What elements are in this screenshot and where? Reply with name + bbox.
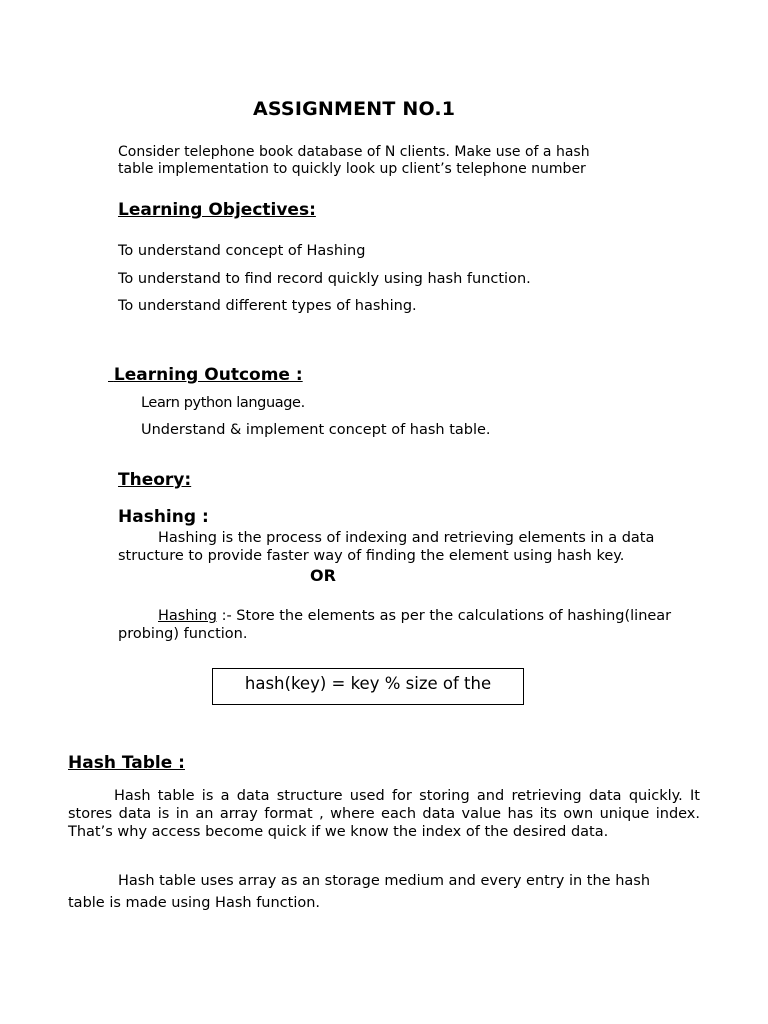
outcome-item: Understand & implement concept of hash table. <box>141 422 491 438</box>
theory-heading: Theory: <box>118 470 192 490</box>
problem-statement: Consider telephone book database of N clients. Make use of a hash table implementation to quickly look up client’s telephone number <box>118 144 590 177</box>
hash-table-paragraph-2-line-1: Hash table uses array as an storage medium and every entry in the hash <box>118 873 651 889</box>
hash-table-heading: Hash Table : <box>68 753 185 773</box>
or-separator: OR <box>310 566 336 585</box>
hashing-alternate-definition <box>118 607 693 643</box>
hash-formula-box <box>212 668 524 705</box>
hashing-heading: Hashing : <box>118 507 209 527</box>
hashing-term: Hashing <box>158 608 217 624</box>
hash-formula: hash(key) = key % size of the <box>244 674 492 693</box>
objective-item: To understand to find record quickly using hash function. <box>118 270 531 287</box>
hashing-alternate-text: :- Store the elements as per the calculations of hashing(linear probing) function. <box>118 608 672 642</box>
objective-item: To understand different types of hashing. <box>118 298 417 314</box>
hashing-definition-text: Hashing is the process of indexing and retrieving elements in a data structure to provide faster way of finding the element using hash key. <box>118 530 655 564</box>
learning-outcome-heading-text: Learning Outcome : <box>113 365 303 385</box>
page-title: ASSIGNMENT NO.1 <box>253 98 456 120</box>
hash-table-paragraph-1-text: Hash table is a data structure used for storing and retrieving data quickly. It stores data is in an array format , where each data value has its own unique index. That’s why access become quick if we know the index of the desired data. <box>68 788 700 840</box>
hashing-definition <box>118 529 678 565</box>
learning-outcome-list <box>141 394 491 448</box>
outcome-item: Learn python language. <box>141 395 305 411</box>
learning-objectives-list <box>118 242 531 325</box>
hash-table-paragraph-2-line-2: table is made using Hash function. <box>68 895 321 911</box>
hash-table-paragraph-1 <box>68 787 700 841</box>
learning-objectives-heading: Learning Objectives: <box>118 200 316 220</box>
objective-item: To understand concept of Hashing <box>118 243 366 259</box>
learning-outcome-heading <box>108 365 303 385</box>
